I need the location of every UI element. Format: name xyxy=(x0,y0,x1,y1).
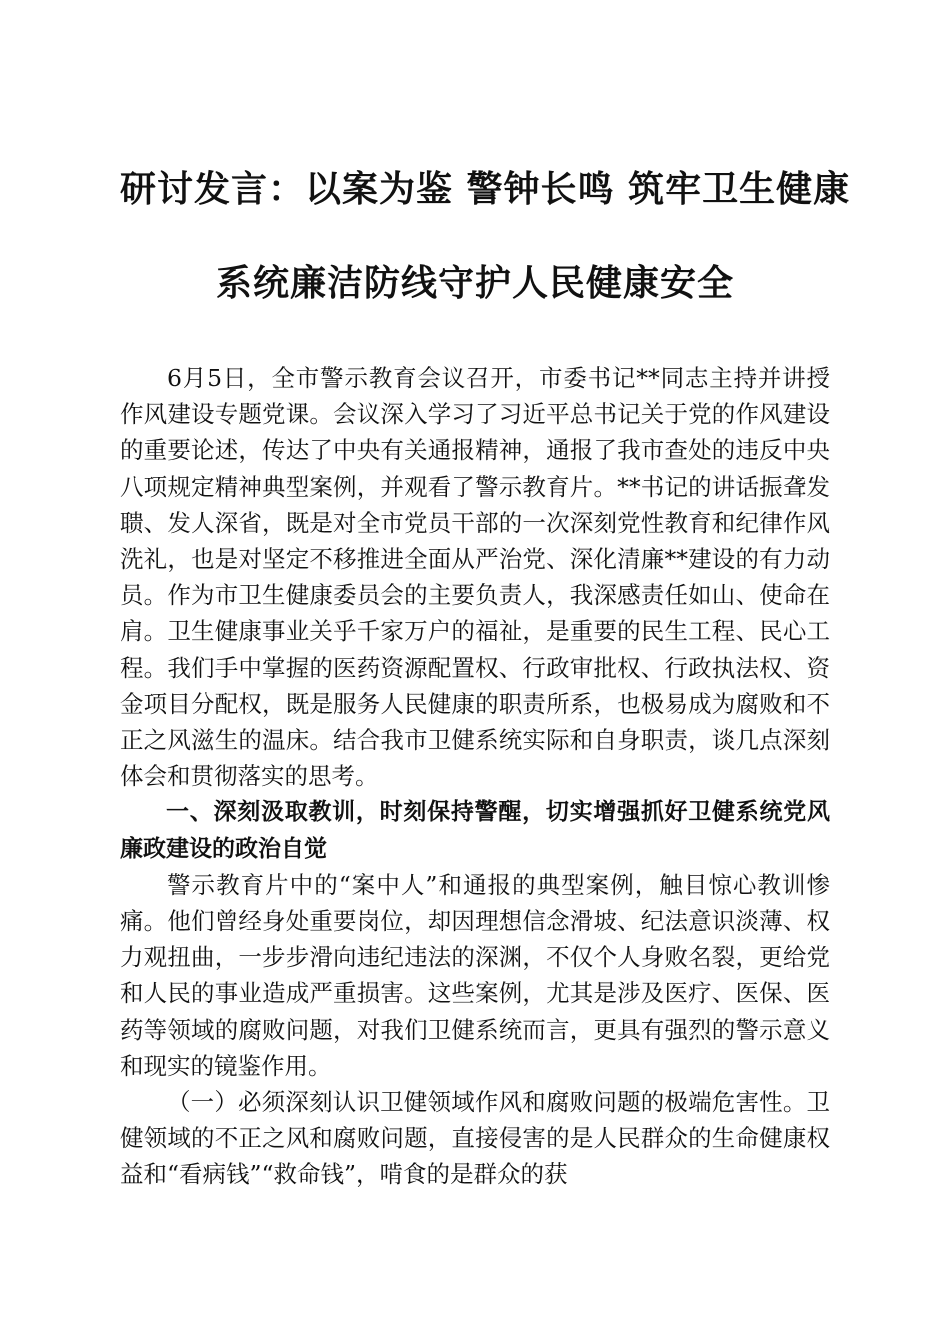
title-line-1: 研讨发言：以案为鉴 警钟长鸣 筑牢卫生健康 xyxy=(120,169,851,210)
section-heading-1: 一、深刻汲取教训，时刻保持警醒，切实增强抓好卫健系统党风廉政建设的政治自觉 xyxy=(120,799,830,862)
paragraph-3: （一）必须深刻认识卫健领域作风和腐败问题的极端危害性。卫健领域的不正之风和腐败问题，直接侵害的是人民群众的生命健康权益和“看病钱”“救命钱”，啃食的是群众的获 xyxy=(120,1088,830,1189)
intro-paragraph: 6月5日，全市警示教育会议召开，市委书记**同志主持并讲授作风建设专题党课。会议深入学习了习近平总书记关于党的作风建设的重要论述，传达了中央有关通报精神，通报了我市查处的违反中央八项规定精神典型案例，并观看了警示教育片。**书记的讲话振聋发聩、发人深省，既是对全市党员干部的一次深刻党性教育和纪律作风洗礼，也是对坚定不移推进全面从严治党、深化清廉**建设的有力动员。作为市卫生健康委员会的主要负责人，我深感责任如山、使命在肩。卫生健康事业关乎千家万户的福祉，是重要的民生工程、民心工程。我们手中掌握的医药资源配置权、行政审批权、行政执法权、资金项目分配权，既是服务人民健康的职责所系，也极易成为腐败和不正之风滋生的温床。结合我市卫健系统实际和自身职责，谈几点深刻体会和贯彻落实的思考。 xyxy=(120,364,830,791)
title-line-2: 系统廉洁防线守护人民健康安全 xyxy=(215,263,734,304)
document-body xyxy=(120,360,830,1193)
paragraph-2: 警示教育片中的“案中人”和通报的典型案例，触目惊心教训惨痛。他们曾经身处重要岗位，却因理想信念滑坡、纪法意识淡薄、权力观扭曲，一步步滑向违纪违法的深渊，不仅个人身败名裂，更给党和人民的事业造成严重损害。这些案例，尤其是涉及医疗、医保、医药等领域的腐败问题，对我们卫健系统而言，更具有强烈的警示意义和现实的镜鉴作用。 xyxy=(120,870,830,1080)
